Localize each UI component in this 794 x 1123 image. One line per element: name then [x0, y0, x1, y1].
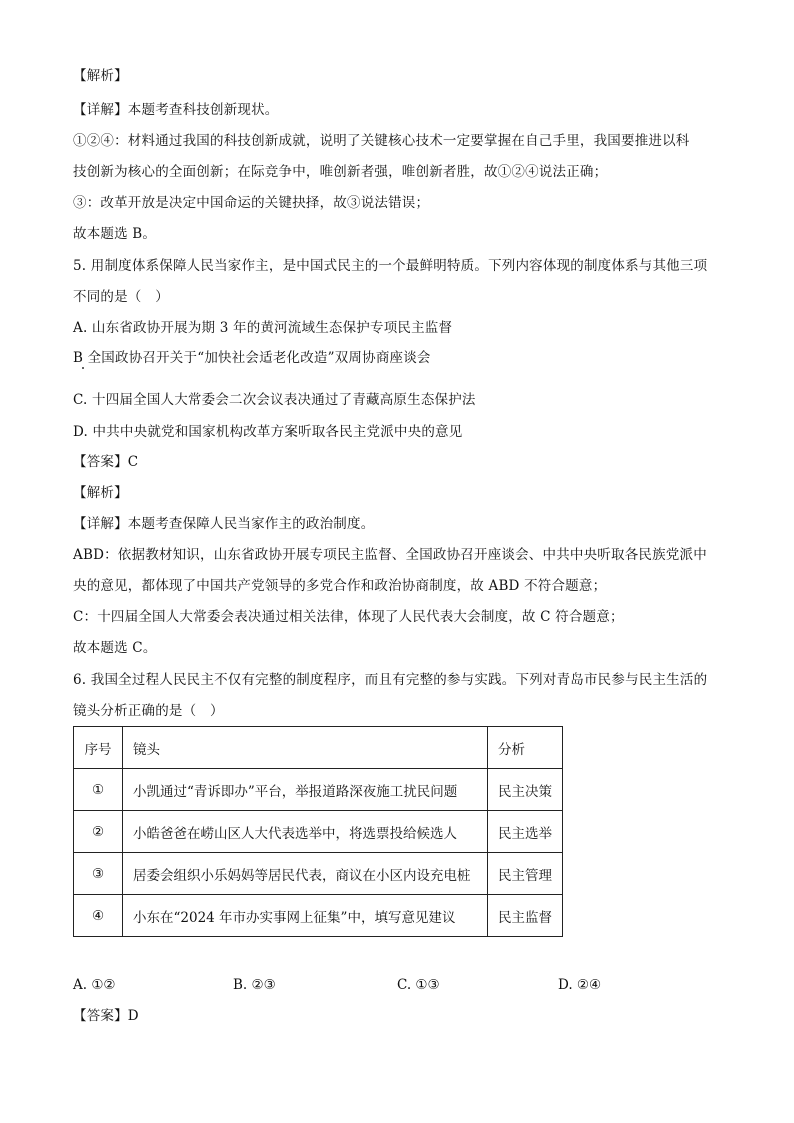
q5-explanation-line-1: ABD：依据教材知识，山东省政协开展专项民主监督、全国政协召开座谈会、中共中央听取各民族党派中 [73, 547, 707, 563]
q5-stem-line-2: 不同的是（ ） [73, 289, 169, 305]
q6-option-a: A. ①② [73, 977, 116, 993]
q4-analysis-tag: 【解析】 [73, 68, 128, 84]
q5-option-a: A. 山东省政协开展为期 3 年的黄河流域生态保护专项民主监督 [73, 320, 453, 336]
row-number: ④ [74, 895, 123, 937]
row-scene: 小东在“2024 年市办实事网上征集”中，填写意见建议 [123, 895, 488, 937]
table-row [74, 811, 563, 853]
q5-conclusion: 故本题选 C。 [73, 640, 157, 656]
table-row [74, 853, 563, 895]
q5-detail: 【详解】本题考查保障人民当家作主的政治制度。 [73, 516, 375, 532]
q4-explanation-line-2: 技创新为核心的全面创新；在际竞争中，唯创新者强，唯创新者胜，故①②④说法正确； [73, 164, 608, 180]
header-scene: 镜头 [123, 727, 488, 769]
q4-explanation-line-1: ①②④：材料通过我国的科技创新成就，说明了关键核心技术一定要掌握在自己手里，我国要推进以科 [73, 133, 690, 149]
row-analysis: 民主监督 [488, 895, 563, 937]
q5-option-c: C. 十四届全国人大常委会二次会议表决通过了青藏高原生态保护法 [73, 392, 476, 408]
stray-dot [82, 367, 84, 369]
table-row [74, 769, 563, 811]
row-number: ③ [74, 853, 123, 895]
q4-detail: 【详解】本题考查科技创新现状。 [73, 102, 279, 118]
row-analysis: 民主决策 [488, 769, 563, 811]
q5-answer: 【答案】C [73, 454, 139, 470]
table-header-row [74, 727, 563, 769]
header-analysis: 分析 [488, 727, 563, 769]
q5-option-b: B 全国政协召开关于“加快社会适老化改造”双周协商座谈会 [73, 350, 431, 366]
q6-option-c: C. ①③ [397, 977, 440, 993]
q6-stem-line-1: 6. 我国全过程人民民主不仅有完整的制度程序，而且有完整的参与实践。下列对青岛市民参与民主生活的 [73, 672, 708, 688]
row-scene: 小凯通过“青诉即办”平台，举报道路深夜施工扰民问题 [123, 769, 488, 811]
q5-explanation-line-3: C：十四届全国人大常委会表决通过相关法律，体现了人民代表大会制度，故 C 符合题意； [73, 609, 624, 625]
row-number: ① [74, 769, 123, 811]
q4-conclusion: 故本题选 B。 [73, 226, 157, 242]
q6-analysis-table [73, 726, 563, 937]
q4-explanation-line-3: ③：改革开放是决定中国命运的关键抉择，故③说法错误； [73, 195, 430, 211]
table-row [74, 895, 563, 937]
q6-option-d: D. ②④ [558, 977, 602, 993]
q5-option-d: D. 中共中央就党和国家机构改革方案听取各民主党派中央的意见 [73, 424, 463, 440]
q5-explanation-line-2: 央的意见，都体现了中国共产党领导的多党合作和政治协商制度，故 ABD 不符合题意； [73, 578, 607, 594]
q6-stem-line-2: 镜头分析正确的是（ ） [73, 703, 224, 719]
row-analysis: 民主选举 [488, 811, 563, 853]
q6-answer: 【答案】D [73, 1008, 139, 1024]
row-analysis: 民主管理 [488, 853, 563, 895]
row-number: ② [74, 811, 123, 853]
q5-stem-line-1: 5. 用制度体系保障人民当家作主，是中国式民主的一个最鲜明特质。下列内容体现的制度体系与其他三项 [73, 258, 708, 274]
row-scene: 居委会组织小乐妈妈等居民代表，商议在小区内设充电桩 [123, 853, 488, 895]
header-number: 序号 [74, 727, 123, 769]
row-scene: 小皓爸爸在崂山区人大代表选举中，将选票投给候选人 [123, 811, 488, 853]
q5-analysis-tag: 【解析】 [73, 485, 128, 501]
q6-option-b: B. ②③ [233, 977, 276, 993]
